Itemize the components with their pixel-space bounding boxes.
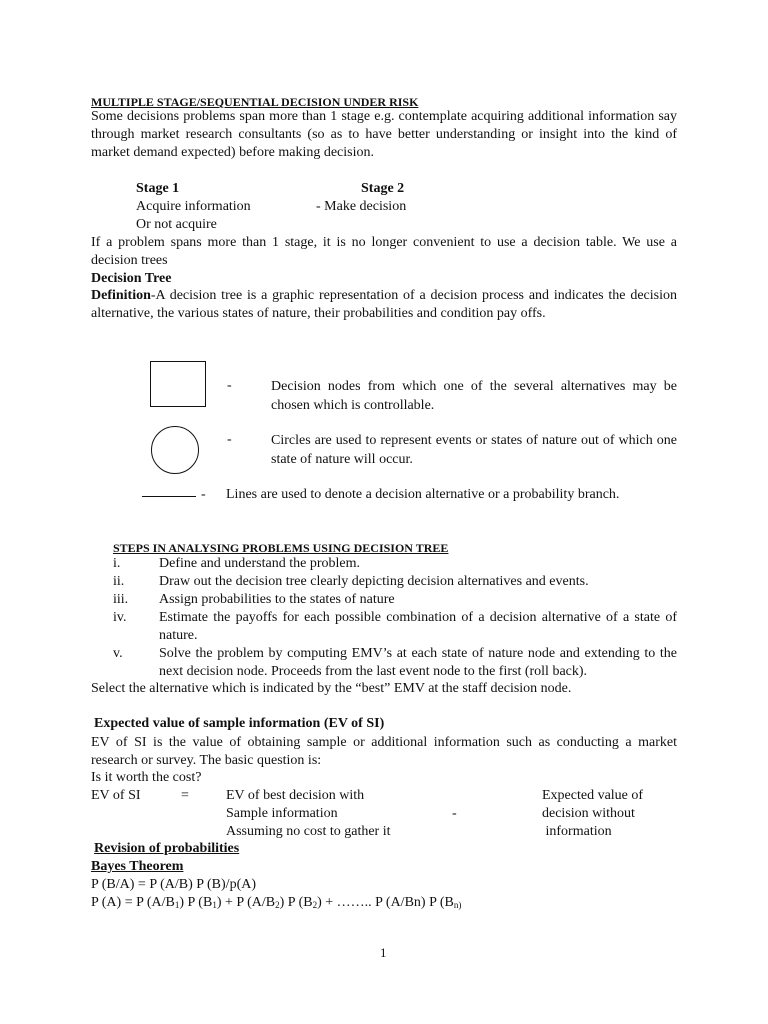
stage2-title: Stage 2: [361, 181, 405, 196]
intro-paragraph: Some decisions problems span more than 1 stage e.g. contemplate acquiring additional information say through market research consultants (so as to have better understanding or insight into the kind of market demand expected) before making decision.: [91, 109, 677, 160]
spans-paragraph: If a problem spans more than 1 stage, it is no longer convenient to use a decision table. We use a decision trees: [91, 235, 677, 268]
evsi-minus: -: [452, 806, 457, 821]
stage1-line1: Acquire information: [136, 199, 251, 214]
definition-label: Definition: [91, 288, 151, 303]
definition-paragraph: [91, 287, 677, 323]
square-description: Decision nodes from which one of the several alternatives may be chosen which is controllable.: [271, 379, 677, 413]
stage2-line1: - Make decision: [316, 199, 407, 214]
evsi-right3: information: [542, 824, 612, 839]
formula-subscript: 2: [275, 900, 280, 910]
evsi-paragraph: EV of SI is the value of obtaining sample or additional information such as conducting a market research or survey. The basic question is:: [91, 735, 677, 768]
formula-part: ) P (B: [179, 895, 213, 910]
stage1-title: Stage 1: [136, 181, 180, 196]
revision-heading: Revision of probabilities: [94, 841, 240, 856]
formula-part: ) + P (A/B: [216, 895, 276, 910]
list-item: [113, 573, 677, 591]
step-number: v.: [113, 646, 123, 661]
steps-list: [113, 555, 677, 681]
list-item: [113, 591, 677, 609]
bayes-heading: Bayes Theorem: [91, 859, 184, 874]
stage1-line2: Or not acquire: [136, 217, 217, 232]
step-text: Draw out the decision tree clearly depicting decision alternatives and events.: [159, 574, 589, 589]
bayes-formula-2: [91, 894, 461, 912]
list-item: [113, 645, 677, 681]
list-item: [113, 555, 677, 573]
step-number: iii.: [113, 592, 129, 607]
steps-conclusion: Select the alternative which is indicated by the “best” EMV at the staff decision node.: [91, 681, 572, 696]
decision-tree-heading: Decision Tree: [91, 271, 172, 286]
evsi-mid3: Assuming no cost to gather it: [226, 824, 391, 839]
formula-subscript: 1: [174, 900, 180, 910]
formula-part: ) P (B: [279, 895, 313, 910]
step-number: iv.: [113, 610, 127, 625]
evsi-heading: Expected value of sample information (EV of SI): [94, 716, 385, 731]
formula-subscript: 2: [312, 900, 318, 910]
step-text: Define and understand the problem.: [159, 556, 360, 571]
evsi-equals: =: [181, 788, 189, 803]
event-node-circle-icon: [151, 426, 199, 474]
evsi-question: Is it worth the cost?: [91, 770, 202, 785]
formula-part: ) + …….. P (A/Bn) P (B: [317, 895, 454, 910]
circle-description: Circles are used to represent events or states of nature out of which one state of nature will occur.: [271, 433, 677, 467]
square-dash: -: [227, 378, 232, 393]
evsi-mid2: Sample information: [226, 806, 338, 821]
line-description: Lines are used to denote a decision alternative or a probability branch.: [226, 487, 620, 502]
step-number: ii.: [113, 574, 125, 589]
bayes-formula-1: P (B/A) = P (A/B) P (B)/p(A): [91, 877, 257, 892]
formula-subscript: 1: [212, 900, 217, 910]
formula-part: P (A) = P (A/B: [91, 895, 175, 910]
formula-subscript: n): [453, 900, 462, 910]
evsi-right2: decision without: [542, 806, 635, 821]
step-text: Solve the problem by computing EMV’s at each state of nature node and extending to the next decision node. Proceeds from the last event node to the first (roll back).: [159, 646, 677, 679]
page-title: MULTIPLE STAGE/SEQUENTIAL DECISION UNDER RISK: [91, 95, 419, 109]
decision-node-square-icon: [150, 361, 206, 407]
steps-heading: STEPS IN ANALYSING PROBLEMS USING DECISION TREE: [113, 541, 449, 555]
step-text: Estimate the payoffs for each possible combination of a decision alternative of a state of nature.: [159, 610, 677, 643]
evsi-lhs: EV of SI: [91, 788, 141, 803]
list-item: [113, 609, 677, 645]
definition-text: -A decision tree is a graphic representation of a decision process and indicates the decision alternative, the various states of nature, their probabilities and condition pay offs.: [91, 288, 677, 321]
step-number: i.: [113, 556, 121, 571]
evsi-right1: Expected value of: [542, 788, 644, 803]
step-text: Assign probabilities to the states of nature: [159, 592, 395, 607]
evsi-mid1: EV of best decision with: [226, 788, 365, 803]
page-number: 1: [380, 945, 387, 960]
circle-dash: -: [227, 432, 232, 447]
line-dash: -: [201, 487, 206, 502]
